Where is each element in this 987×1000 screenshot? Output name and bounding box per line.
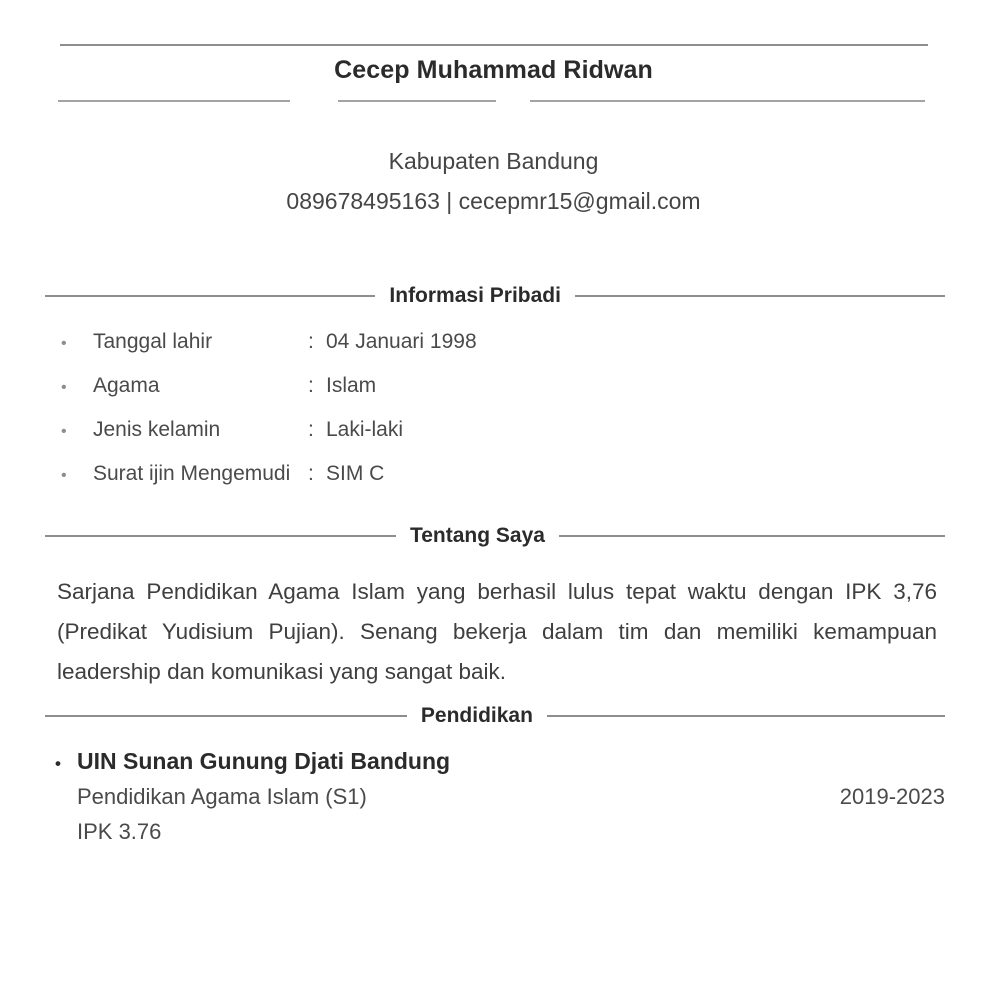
section-header-about (45, 524, 945, 548)
list-item (55, 748, 945, 845)
bullet-icon: • (55, 754, 61, 773)
info-label: Tanggal lahir (93, 330, 213, 353)
section-rule-left (45, 295, 375, 297)
contact-line: 089678495163 | cecepmr15@gmail.com (286, 188, 701, 214)
info-value: Laki-laki (326, 418, 404, 441)
header-top-rule (60, 44, 928, 46)
info-value: Islam (326, 374, 377, 397)
section-title-about: Tentang Saya (409, 524, 545, 547)
section-header-education (45, 704, 945, 728)
header-artifact-rule-right (530, 100, 925, 102)
education-school-name: UIN Sunan Gunung Djati Bandung (77, 748, 451, 774)
header-artifact-rule-middle (338, 100, 496, 102)
info-label: Surat ijin Mengemudi (93, 462, 291, 485)
section-rule-right (547, 715, 945, 717)
list-item (55, 418, 575, 462)
about-paragraph: Sarjana Pendidikan Agama Islam yang berhasil lulus tepat waktu dengan IPK 3,76 (Predikat Yudisium Pujian). Senang bekerja dalam tim dan memiliki kemampuan leadership dan komunikasi yang sangat baik. (57, 579, 937, 684)
info-colon: : (308, 374, 314, 397)
info-colon: : (308, 330, 314, 353)
bullet-icon: • (61, 379, 67, 396)
bullet-icon: • (61, 423, 67, 440)
bullet-icon: • (61, 335, 67, 352)
info-colon: : (308, 462, 314, 485)
education-major: Pendidikan Agama Islam (S1) (77, 784, 367, 809)
info-label: Jenis kelamin (93, 418, 221, 441)
education-school-row (55, 748, 945, 775)
page-title: Cecep Muhammad Ridwan (334, 56, 653, 84)
education-detail-row (55, 784, 945, 810)
section-rule-right (559, 535, 945, 537)
bullet-icon: • (61, 467, 67, 484)
list-item (55, 330, 575, 374)
header-artifact-rule-left (58, 100, 290, 102)
education-list (55, 748, 945, 845)
info-value: SIM C (326, 462, 385, 485)
info-colon: : (308, 418, 314, 441)
section-rule-left (45, 535, 396, 537)
section-rule-left (45, 715, 407, 717)
location-text: Kabupaten Bandung (388, 148, 599, 174)
section-title-personal: Informasi Pribadi (389, 284, 561, 307)
education-years: 2019-2023 (839, 784, 945, 809)
section-rule-right (575, 295, 945, 297)
section-title-education: Pendidikan (420, 704, 533, 727)
info-value: 04 Januari 1998 (326, 330, 477, 353)
personal-info-list (55, 330, 575, 506)
header-artifact-text-left (140, 104, 300, 120)
education-gpa: IPK 3.76 (77, 819, 162, 844)
header-artifact-text-right (352, 104, 422, 120)
section-header-personal (45, 284, 945, 308)
info-label: Agama (93, 374, 160, 397)
list-item (55, 462, 575, 506)
list-item (55, 374, 575, 418)
